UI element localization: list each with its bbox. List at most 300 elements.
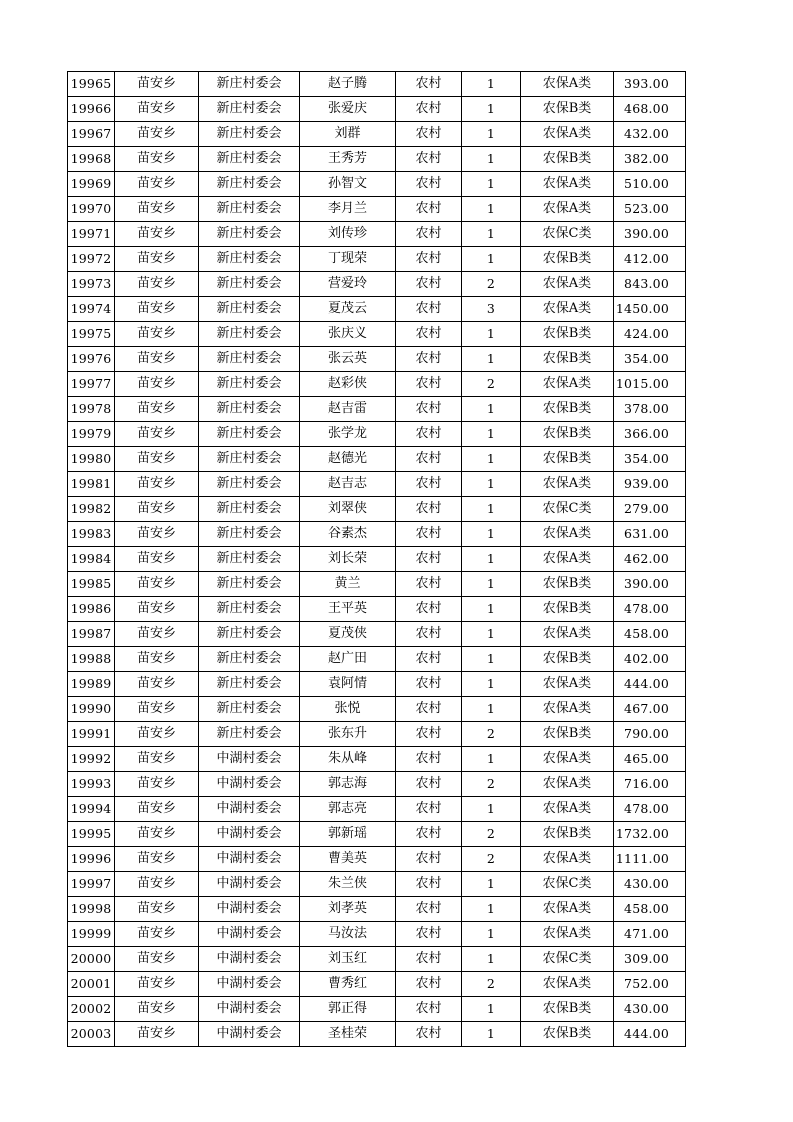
serial-number-cell: 19997 <box>68 872 115 897</box>
serial-number-cell: 19996 <box>68 847 115 872</box>
people-count-cell: 1 <box>462 797 521 822</box>
people-count-cell: 1 <box>462 697 521 722</box>
amount-cell: 366.00 <box>614 422 686 447</box>
village-committee-cell: 新庄村委会 <box>199 722 300 747</box>
household-type-cell: 农村 <box>396 222 462 247</box>
table-row <box>68 522 686 547</box>
village-committee-cell: 中湖村委会 <box>199 872 300 897</box>
people-count-cell: 1 <box>462 422 521 447</box>
serial-number-cell: 19966 <box>68 97 115 122</box>
table-row <box>68 497 686 522</box>
people-count-cell: 1 <box>462 222 521 247</box>
people-count-cell: 1 <box>462 447 521 472</box>
name-cell: 郭正得 <box>300 997 396 1022</box>
village-committee-cell: 新庄村委会 <box>199 397 300 422</box>
village-committee-cell: 中湖村委会 <box>199 997 300 1022</box>
name-cell: 赵吉雷 <box>300 397 396 422</box>
table-row <box>68 772 686 797</box>
amount-cell: 412.00 <box>614 247 686 272</box>
insurance-class-cell: 农保B类 <box>521 347 614 372</box>
table-row <box>68 822 686 847</box>
township-cell: 苗安乡 <box>115 672 199 697</box>
insurance-class-cell: 农保A类 <box>521 622 614 647</box>
village-committee-cell: 新庄村委会 <box>199 347 300 372</box>
insurance-class-cell: 农保B类 <box>521 422 614 447</box>
township-cell: 苗安乡 <box>115 547 199 572</box>
insurance-class-cell: 农保B类 <box>521 447 614 472</box>
insurance-class-cell: 农保A类 <box>521 297 614 322</box>
insurance-class-cell: 农保C类 <box>521 947 614 972</box>
serial-number-cell: 19978 <box>68 397 115 422</box>
table-row <box>68 372 686 397</box>
serial-number-cell: 19981 <box>68 472 115 497</box>
township-cell: 苗安乡 <box>115 947 199 972</box>
table-row <box>68 247 686 272</box>
village-committee-cell: 新庄村委会 <box>199 272 300 297</box>
insurance-class-cell: 农保B类 <box>521 147 614 172</box>
table-row <box>68 947 686 972</box>
name-cell: 刘玉红 <box>300 947 396 972</box>
name-cell: 刘传珍 <box>300 222 396 247</box>
insurance-class-cell: 农保A类 <box>521 272 614 297</box>
insurance-class-cell: 农保B类 <box>521 997 614 1022</box>
serial-number-cell: 19973 <box>68 272 115 297</box>
name-cell: 张悦 <box>300 697 396 722</box>
serial-number-cell: 19992 <box>68 747 115 772</box>
township-cell: 苗安乡 <box>115 497 199 522</box>
name-cell: 郭新瑶 <box>300 822 396 847</box>
township-cell: 苗安乡 <box>115 172 199 197</box>
household-type-cell: 农村 <box>396 422 462 447</box>
township-cell: 苗安乡 <box>115 347 199 372</box>
people-count-cell: 1 <box>462 647 521 672</box>
amount-cell: 279.00 <box>614 497 686 522</box>
serial-number-cell: 19991 <box>68 722 115 747</box>
insurance-class-cell: 农保A类 <box>521 172 614 197</box>
amount-cell: 939.00 <box>614 472 686 497</box>
household-type-cell: 农村 <box>396 97 462 122</box>
village-committee-cell: 中湖村委会 <box>199 1022 300 1047</box>
table-row <box>68 697 686 722</box>
table-row <box>68 847 686 872</box>
insurance-class-cell: 农保B类 <box>521 397 614 422</box>
people-count-cell: 1 <box>462 322 521 347</box>
township-cell: 苗安乡 <box>115 997 199 1022</box>
table-row <box>68 922 686 947</box>
people-count-cell: 3 <box>462 297 521 322</box>
serial-number-cell: 19979 <box>68 422 115 447</box>
people-count-cell: 1 <box>462 997 521 1022</box>
serial-number-cell: 19971 <box>68 222 115 247</box>
amount-cell: 309.00 <box>614 947 686 972</box>
serial-number-cell: 19975 <box>68 322 115 347</box>
amount-cell: 444.00 <box>614 1022 686 1047</box>
people-count-cell: 1 <box>462 922 521 947</box>
people-count-cell: 2 <box>462 272 521 297</box>
people-count-cell: 1 <box>462 747 521 772</box>
insurance-class-cell: 农保A类 <box>521 547 614 572</box>
name-cell: 张爱庆 <box>300 97 396 122</box>
village-committee-cell: 新庄村委会 <box>199 422 300 447</box>
amount-cell: 458.00 <box>614 622 686 647</box>
name-cell: 赵彩侠 <box>300 372 396 397</box>
people-count-cell: 2 <box>462 847 521 872</box>
village-committee-cell: 新庄村委会 <box>199 447 300 472</box>
township-cell: 苗安乡 <box>115 572 199 597</box>
name-cell: 赵子腾 <box>300 72 396 97</box>
people-count-cell: 1 <box>462 897 521 922</box>
household-type-cell: 农村 <box>396 347 462 372</box>
village-committee-cell: 中湖村委会 <box>199 797 300 822</box>
serial-number-cell: 19989 <box>68 672 115 697</box>
village-committee-cell: 新庄村委会 <box>199 647 300 672</box>
table-row <box>68 72 686 97</box>
name-cell: 马汝法 <box>300 922 396 947</box>
insurance-class-cell: 农保C类 <box>521 872 614 897</box>
insurance-class-cell: 农保A类 <box>521 122 614 147</box>
township-cell: 苗安乡 <box>115 322 199 347</box>
people-count-cell: 1 <box>462 397 521 422</box>
name-cell: 夏茂侠 <box>300 622 396 647</box>
serial-number-cell: 19976 <box>68 347 115 372</box>
township-cell: 苗安乡 <box>115 972 199 997</box>
people-count-cell: 2 <box>462 822 521 847</box>
table-row <box>68 597 686 622</box>
township-cell: 苗安乡 <box>115 747 199 772</box>
household-type-cell: 农村 <box>396 672 462 697</box>
village-committee-cell: 中湖村委会 <box>199 972 300 997</box>
household-type-cell: 农村 <box>396 747 462 772</box>
table-row <box>68 897 686 922</box>
household-type-cell: 农村 <box>396 722 462 747</box>
name-cell: 赵广田 <box>300 647 396 672</box>
household-type-cell: 农村 <box>396 922 462 947</box>
township-cell: 苗安乡 <box>115 122 199 147</box>
household-type-cell: 农村 <box>396 147 462 172</box>
name-cell: 郭志海 <box>300 772 396 797</box>
people-count-cell: 1 <box>462 522 521 547</box>
township-cell: 苗安乡 <box>115 922 199 947</box>
household-type-cell: 农村 <box>396 72 462 97</box>
table-row <box>68 972 686 997</box>
name-cell: 张云英 <box>300 347 396 372</box>
serial-number-cell: 19987 <box>68 622 115 647</box>
insurance-class-cell: 农保B类 <box>521 97 614 122</box>
serial-number-cell: 19986 <box>68 597 115 622</box>
village-committee-cell: 新庄村委会 <box>199 522 300 547</box>
table-row <box>68 422 686 447</box>
name-cell: 刘翠侠 <box>300 497 396 522</box>
household-type-cell: 农村 <box>396 872 462 897</box>
village-committee-cell: 中湖村委会 <box>199 897 300 922</box>
table-row <box>68 122 686 147</box>
table-row <box>68 872 686 897</box>
household-type-cell: 农村 <box>396 647 462 672</box>
serial-number-cell: 19972 <box>68 247 115 272</box>
township-cell: 苗安乡 <box>115 222 199 247</box>
amount-cell: 1111.00 <box>614 847 686 872</box>
insurance-class-cell: 农保A类 <box>521 372 614 397</box>
insurance-class-cell: 农保A类 <box>521 797 614 822</box>
serial-number-cell: 19999 <box>68 922 115 947</box>
household-type-cell: 农村 <box>396 697 462 722</box>
serial-number-cell: 19988 <box>68 647 115 672</box>
amount-cell: 390.00 <box>614 572 686 597</box>
table-row <box>68 997 686 1022</box>
table-row <box>68 547 686 572</box>
amount-cell: 432.00 <box>614 122 686 147</box>
household-type-cell: 农村 <box>396 472 462 497</box>
people-count-cell: 1 <box>462 197 521 222</box>
serial-number-cell: 19984 <box>68 547 115 572</box>
village-committee-cell: 新庄村委会 <box>199 322 300 347</box>
serial-number-cell: 20000 <box>68 947 115 972</box>
name-cell: 夏茂云 <box>300 297 396 322</box>
amount-cell: 716.00 <box>614 772 686 797</box>
village-committee-cell: 中湖村委会 <box>199 747 300 772</box>
amount-cell: 1450.00 <box>614 297 686 322</box>
township-cell: 苗安乡 <box>115 622 199 647</box>
village-committee-cell: 新庄村委会 <box>199 197 300 222</box>
table-row <box>68 797 686 822</box>
household-type-cell: 农村 <box>396 122 462 147</box>
people-count-cell: 1 <box>462 947 521 972</box>
village-committee-cell: 中湖村委会 <box>199 822 300 847</box>
table-row <box>68 222 686 247</box>
people-count-cell: 1 <box>462 172 521 197</box>
amount-cell: 354.00 <box>614 447 686 472</box>
people-count-cell: 1 <box>462 547 521 572</box>
name-cell: 黄兰 <box>300 572 396 597</box>
insurance-class-cell: 农保A类 <box>521 897 614 922</box>
name-cell: 孙智文 <box>300 172 396 197</box>
village-committee-cell: 新庄村委会 <box>199 572 300 597</box>
people-count-cell: 2 <box>462 372 521 397</box>
amount-cell: 382.00 <box>614 147 686 172</box>
serial-number-cell: 19977 <box>68 372 115 397</box>
name-cell: 赵德光 <box>300 447 396 472</box>
serial-number-cell: 19967 <box>68 122 115 147</box>
name-cell: 王平英 <box>300 597 396 622</box>
name-cell: 朱从峰 <box>300 747 396 772</box>
insurance-class-cell: 农保A类 <box>521 847 614 872</box>
insurance-class-cell: 农保B类 <box>521 722 614 747</box>
table-row <box>68 197 686 222</box>
table-row <box>68 272 686 297</box>
serial-number-cell: 19970 <box>68 197 115 222</box>
township-cell: 苗安乡 <box>115 872 199 897</box>
amount-cell: 471.00 <box>614 922 686 947</box>
township-cell: 苗安乡 <box>115 522 199 547</box>
table-row <box>68 347 686 372</box>
amount-cell: 444.00 <box>614 672 686 697</box>
people-count-cell: 1 <box>462 872 521 897</box>
village-committee-cell: 新庄村委会 <box>199 147 300 172</box>
amount-cell: 510.00 <box>614 172 686 197</box>
insurance-class-cell: 农保A类 <box>521 197 614 222</box>
village-committee-cell: 中湖村委会 <box>199 772 300 797</box>
amount-cell: 523.00 <box>614 197 686 222</box>
amount-cell: 843.00 <box>614 272 686 297</box>
household-type-cell: 农村 <box>396 272 462 297</box>
serial-number-cell: 20002 <box>68 997 115 1022</box>
people-count-cell: 2 <box>462 722 521 747</box>
township-cell: 苗安乡 <box>115 272 199 297</box>
amount-cell: 390.00 <box>614 222 686 247</box>
household-type-cell: 农村 <box>396 822 462 847</box>
serial-number-cell: 19969 <box>68 172 115 197</box>
serial-number-cell: 19994 <box>68 797 115 822</box>
name-cell: 张学龙 <box>300 422 396 447</box>
name-cell: 郭志亮 <box>300 797 396 822</box>
insurance-class-cell: 农保B类 <box>521 822 614 847</box>
household-type-cell: 农村 <box>396 772 462 797</box>
village-committee-cell: 新庄村委会 <box>199 547 300 572</box>
people-count-cell: 1 <box>462 572 521 597</box>
village-committee-cell: 新庄村委会 <box>199 297 300 322</box>
amount-cell: 430.00 <box>614 872 686 897</box>
household-type-cell: 农村 <box>396 497 462 522</box>
serial-number-cell: 19990 <box>68 697 115 722</box>
village-committee-cell: 中湖村委会 <box>199 847 300 872</box>
people-count-cell: 1 <box>462 347 521 372</box>
insurance-class-cell: 农保A类 <box>521 772 614 797</box>
name-cell: 王秀芳 <box>300 147 396 172</box>
household-type-cell: 农村 <box>396 1022 462 1047</box>
household-type-cell: 农村 <box>396 847 462 872</box>
name-cell: 李月兰 <box>300 197 396 222</box>
serial-number-cell: 20003 <box>68 1022 115 1047</box>
household-type-cell: 农村 <box>396 797 462 822</box>
insurance-class-cell: 农保A类 <box>521 72 614 97</box>
township-cell: 苗安乡 <box>115 197 199 222</box>
village-committee-cell: 新庄村委会 <box>199 497 300 522</box>
village-committee-cell: 中湖村委会 <box>199 922 300 947</box>
insurance-class-cell: 农保A类 <box>521 672 614 697</box>
village-committee-cell: 新庄村委会 <box>199 172 300 197</box>
name-cell: 刘长荣 <box>300 547 396 572</box>
people-count-cell: 1 <box>462 1022 521 1047</box>
amount-cell: 424.00 <box>614 322 686 347</box>
village-committee-cell: 中湖村委会 <box>199 947 300 972</box>
table-row <box>68 397 686 422</box>
amount-cell: 631.00 <box>614 522 686 547</box>
village-committee-cell: 新庄村委会 <box>199 672 300 697</box>
table-row <box>68 472 686 497</box>
village-committee-cell: 新庄村委会 <box>199 622 300 647</box>
serial-number-cell: 19968 <box>68 147 115 172</box>
township-cell: 苗安乡 <box>115 422 199 447</box>
people-count-cell: 1 <box>462 122 521 147</box>
table-row <box>68 722 686 747</box>
township-cell: 苗安乡 <box>115 847 199 872</box>
village-committee-cell: 新庄村委会 <box>199 72 300 97</box>
people-count-cell: 1 <box>462 247 521 272</box>
township-cell: 苗安乡 <box>115 372 199 397</box>
amount-cell: 467.00 <box>614 697 686 722</box>
table-row <box>68 622 686 647</box>
township-cell: 苗安乡 <box>115 447 199 472</box>
township-cell: 苗安乡 <box>115 697 199 722</box>
township-cell: 苗安乡 <box>115 72 199 97</box>
insurance-class-cell: 农保C类 <box>521 497 614 522</box>
table-row <box>68 647 686 672</box>
people-count-cell: 1 <box>462 472 521 497</box>
serial-number-cell: 19985 <box>68 572 115 597</box>
name-cell: 谷素杰 <box>300 522 396 547</box>
people-count-cell: 1 <box>462 72 521 97</box>
insurance-class-cell: 农保B类 <box>521 322 614 347</box>
amount-cell: 378.00 <box>614 397 686 422</box>
name-cell: 袁阿情 <box>300 672 396 697</box>
table-row <box>68 1022 686 1047</box>
township-cell: 苗安乡 <box>115 897 199 922</box>
household-type-cell: 农村 <box>396 897 462 922</box>
people-count-cell: 1 <box>462 622 521 647</box>
name-cell: 丁现荣 <box>300 247 396 272</box>
household-type-cell: 农村 <box>396 972 462 997</box>
amount-cell: 468.00 <box>614 97 686 122</box>
people-count-cell: 2 <box>462 772 521 797</box>
serial-number-cell: 19998 <box>68 897 115 922</box>
name-cell: 刘孝英 <box>300 897 396 922</box>
township-cell: 苗安乡 <box>115 822 199 847</box>
household-type-cell: 农村 <box>396 397 462 422</box>
village-committee-cell: 新庄村委会 <box>199 697 300 722</box>
amount-cell: 462.00 <box>614 547 686 572</box>
table-row <box>68 447 686 472</box>
household-type-cell: 农村 <box>396 547 462 572</box>
people-count-cell: 1 <box>462 497 521 522</box>
name-cell: 张东升 <box>300 722 396 747</box>
household-type-cell: 农村 <box>396 572 462 597</box>
household-type-cell: 农村 <box>396 522 462 547</box>
name-cell: 张庆义 <box>300 322 396 347</box>
township-cell: 苗安乡 <box>115 147 199 172</box>
village-committee-cell: 新庄村委会 <box>199 472 300 497</box>
amount-cell: 1015.00 <box>614 372 686 397</box>
name-cell: 刘群 <box>300 122 396 147</box>
insurance-class-cell: 农保A类 <box>521 522 614 547</box>
household-type-cell: 农村 <box>396 997 462 1022</box>
household-type-cell: 农村 <box>396 947 462 972</box>
insurance-class-cell: 农保A类 <box>521 472 614 497</box>
township-cell: 苗安乡 <box>115 397 199 422</box>
serial-number-cell: 20001 <box>68 972 115 997</box>
insurance-class-cell: 农保B类 <box>521 247 614 272</box>
table-row <box>68 322 686 347</box>
table-row <box>68 172 686 197</box>
village-committee-cell: 新庄村委会 <box>199 247 300 272</box>
township-cell: 苗安乡 <box>115 647 199 672</box>
name-cell: 赵吉志 <box>300 472 396 497</box>
insurance-class-cell: 农保A类 <box>521 697 614 722</box>
amount-cell: 458.00 <box>614 897 686 922</box>
township-cell: 苗安乡 <box>115 597 199 622</box>
amount-cell: 478.00 <box>614 597 686 622</box>
insurance-class-cell: 农保A类 <box>521 972 614 997</box>
serial-number-cell: 19982 <box>68 497 115 522</box>
village-committee-cell: 新庄村委会 <box>199 97 300 122</box>
table-row <box>68 672 686 697</box>
household-type-cell: 农村 <box>396 247 462 272</box>
village-committee-cell: 新庄村委会 <box>199 597 300 622</box>
household-type-cell: 农村 <box>396 297 462 322</box>
table-row <box>68 297 686 322</box>
amount-cell: 1732.00 <box>614 822 686 847</box>
household-type-cell: 农村 <box>396 372 462 397</box>
name-cell: 朱兰侠 <box>300 872 396 897</box>
